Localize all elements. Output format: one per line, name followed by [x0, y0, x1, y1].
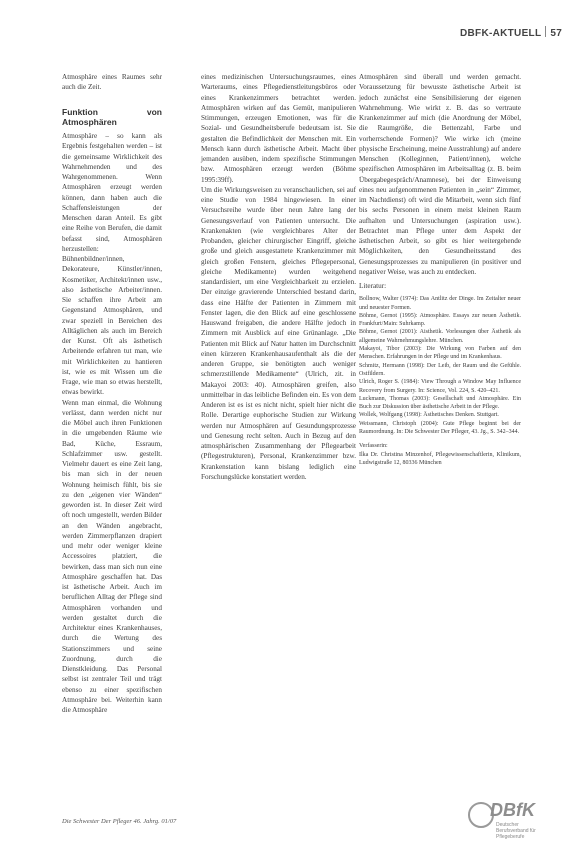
intro-paragraph: Atmosphäre eines Raumes sehr auch die Zeit. — [62, 73, 162, 92]
reference-item: Wollek, Wolfgang (1998): Ästhetisches Denken. Stuttgart. — [359, 412, 499, 419]
author-address: Ilka Dr. Christina Minzenhof, Pflegewissenschaftlerin, Klinikum, Ludwigstraße 12, 80336 München — [359, 451, 521, 466]
reference-item: Bollnow, Walter (1974): Das Antlitz der Dinge. Im Zeitalter neuer und neuester Formen. — [359, 296, 521, 311]
page-number: 57 — [550, 28, 563, 39]
paragraph: Atmosphären sind überall und werden gemacht. Voraussetzung für bewusste ästhetische Arbeit ist jedoch zunächst eine Sensibilisierung der eigenen Wahrnehmung. Wie wirkt z. B. das so vertraute Krankenzimmer auf mich (die Anordnung der Möbel, die Raumgröße, die Bettenzahl, Farbe und vorherrschende Formen)? Wie wirke ich (meine physische Erscheinung, meine Ausstrahlung) auf andere Menschen (Kolleginnen, Patient/innen), welche spezifischen Atmosphären im Arbeitsalltag (z. B. beim Übergabegespräch/Anamnese), bei der Einweisung eines neu aufgenommenen Patienten in „sein“ Zimmer, im Nachtdienst) oft wird die Mitarbeit, wenn sich fünf bis sechs Personen in einem meist kleinen Raum aufhalten und Untersuchungen (aspiration usw.). Betrachtet man Pflege unter dem Aspekt der ästhetischen Arbeit, so gibt es hier weitergehende Möglichkeiten, den Gesundheitsstand des Genesungsprozesses zu manipulieren (in positiver und negativer Weise, was auch zu entdecken. — [359, 73, 521, 276]
reference-item: Böhme, Gernot (2001): Aisthetik. Vorlesungen über Ästhetik als allgemeine Wahrnehmungslehre. München. — [359, 329, 521, 344]
logo-subtitle: Deutscher Berufsverband für Pflegeberufe — [496, 822, 536, 840]
reference-item: Böhme, Gernot (1995): Atmosphäre. Essays zur neuen Ästhetik. Frankfurt/Main: Suhrkamp. — [359, 312, 521, 328]
author-contact — [359, 442, 521, 467]
section-heading: Funktion von Atmosphären — [62, 106, 162, 127]
section-title: DBFK-AKTUELL — [460, 28, 542, 39]
references-label: Literatur: — [359, 282, 387, 290]
header-divider — [545, 26, 546, 37]
logo-name: DBfK — [490, 800, 535, 820]
column-middle — [201, 72, 356, 482]
dbfk-logo — [468, 800, 548, 840]
reference-item: Schmitz, Hermann (1998): Der Leib, der Raum und die Gefühle. Ostfildern. — [359, 362, 521, 377]
page-footer: Die Schwester Der Pfleger 46. Jahrg. 01/07 — [62, 818, 177, 825]
column-right — [359, 72, 521, 467]
paragraph: eines medizinischen Untersuchungsraumes, eines Warteraums, eines Pflegedienstleitungsbüros oder eines Krankenzimmers betrachtet werden. Atmosphären wirken auf das Gemüt, manipulieren Stimmungen, erzeugen Emotionen, was für die Sozial- und Gesundheitsberufe bedeutsam ist. Sie gestalten die Befindlichkeit der Menschen mit. Ein Mensch kann durch ästhetische Arbeit. Macht über jemanden ausüben, indem spezifische Stimmungen bzw. Atmosphären erzeugt werden (Böhme 1995:39ff). — [201, 73, 356, 184]
reference-item: Makayoi, Tibor (2003): Die Wirkung von Farben auf den Menschen. Erfahrungen in der Pflege und im Krankenhaus. — [359, 346, 521, 361]
paragraph: Um die Wirkungsweisen zu veranschaulichen, sei auf eine Studie von 1984 hingewiesen. In einer Versuchsreihe wurde über neun Jahre lang der Genesungsverlauf von Patienten untersucht. Die Krankenakten (wie vergleichbares Alter der Probanden, gleicher chirurgischer Eingriff, gleiche große und gleich ausgestattete Krankenzimmer mit gleich großen Fenstern, gleiches Pflegepersonal, gleiche Medikamente) wurden weitgehend standardisiert, um eine Vergleichbarkeit zu erzielen. Der einzige gravierende Unterschied bestand darin, dass eine Hälfte der Patienten in Zimmern mit Fenster lagen, die den Blick auf eine geschlossene Hauswand freigaben, die andere Hälfte jedoch in Zimmern mit Ausblick auf eine Grünanlage. „Die Patienten mit Blick auf Natur hatten im Durchschnitt einen kürzeren Krankenhausaufenthalt als die der anderen Gruppe, sie benötigten auch weniger schmerzstillende Medikamente“ (Ulrich, zit. in Makayoi 2003: 40). Atmosphären greifen, also unmittelbar in das leibliche Befinden ein. Es von dem Anderen ist es ist es nicht nicht, spielt hier nicht die Rolle. Derartige euphorische Studien zur Wirkung werden nur Atmosphären auf Gesundungsprozesse und Genesung recht selten. Auch in Bezug auf den atmosphärischen Zusammenhang der Pflegearbeit (Pflegestrukturen), Personal, Krankenzimmer bzw. Krankenstation kann bislang lediglich eine Forschungslücke konstatiert werden. — [201, 185, 356, 481]
running-header — [460, 26, 562, 39]
column-left — [62, 72, 162, 715]
author-label: Verfasserin: — [359, 443, 388, 450]
reference-item: Ulrich, Roger S. (1984): View Through a Window May Influence Recovery from Surgery. In: Science, Vol. 224, S. 420–421. — [359, 379, 521, 394]
reference-item: Weissmann, Christoph (2004): Gute Pflege beginnt bei der Raumordnung. In: Die Schwester Der Pfleger, 43. Jg., S. 342–344. — [359, 420, 521, 435]
references-list — [359, 295, 521, 436]
reference-item: Luckmann, Thomas (2003): Gesellschaft und Atmosphäre. Ein Buch zur Diskussion über ästhetische Arbeit in der Pflege. — [359, 395, 521, 411]
paragraph: Wenn man einmal, die Wohnung verlässt, dann werden nicht nur die Möbel auch ihren Funktionen in die umgebenden Räume wie Bad, Küche, Essraum, Schlafzimmer usw. gestellt. Vielmehr dauert es eine Zeit lang, bis man sich in der neuen Wohnung heimisch fühlt, bis sie zu den „eigenen vier Wänden“ geworden ist. In dieser Zeit wird oft noch umgestellt, werden Bilder an den Wänden angebracht, werden Zimmerpflanzen drapiert und mehr oder weniger kleine Accessoires platziert, die bewirken, dass man sich nun eine Atmosphäre geschaffen hat. Das ist ästhetische Arbeit. Auch im beruflichen Alltag der Pflege sind Atmosphären vorhanden und werden gestaltet durch die Architektur eines Krankenhauses, durch die Wertung des Stationszimmers und seine Zuordnung, durch die Dienstkleidung. Das Personal selbst ist zentraler Teil und trägt ebenso zu einer spezifischen Atmosphäre bei. Weiterhin kann die Atmosphäre — [62, 398, 163, 714]
paragraph: Atmosphäre – so kann als Ergebnis festgehalten werden – ist die gemeinsame Wirklichkeit des Wahrnehmenden und des Wahrgenommenen. Wenn Atmosphären erzeugt werden können, dann haben auch die Schaffensleistungen der Menschen daran Anteil. Es gibt eine Reihe von Berufen, die damit befasst sind, Atmosphären herzustellen: Bühnenbildner/innen, Dekorateure, Künstler/innen, Kosmetiker, Architekt/innen usw., also ästhetische Arbeiter/innen. Sie schaffen ihre Arbeit am Gegenstand Atmosphären, und zwar speziell in Bereichen des Alltäglichen als auch im Bereich der Kunst. Oft als ästhetisch Arbeitende erfahren tut man, wie mit Wirklichkeiten zu hantieren ist, wie es mit Wissen um die Frage, wie man so etwas herstellt, etwas bewirkt. — [62, 132, 162, 397]
